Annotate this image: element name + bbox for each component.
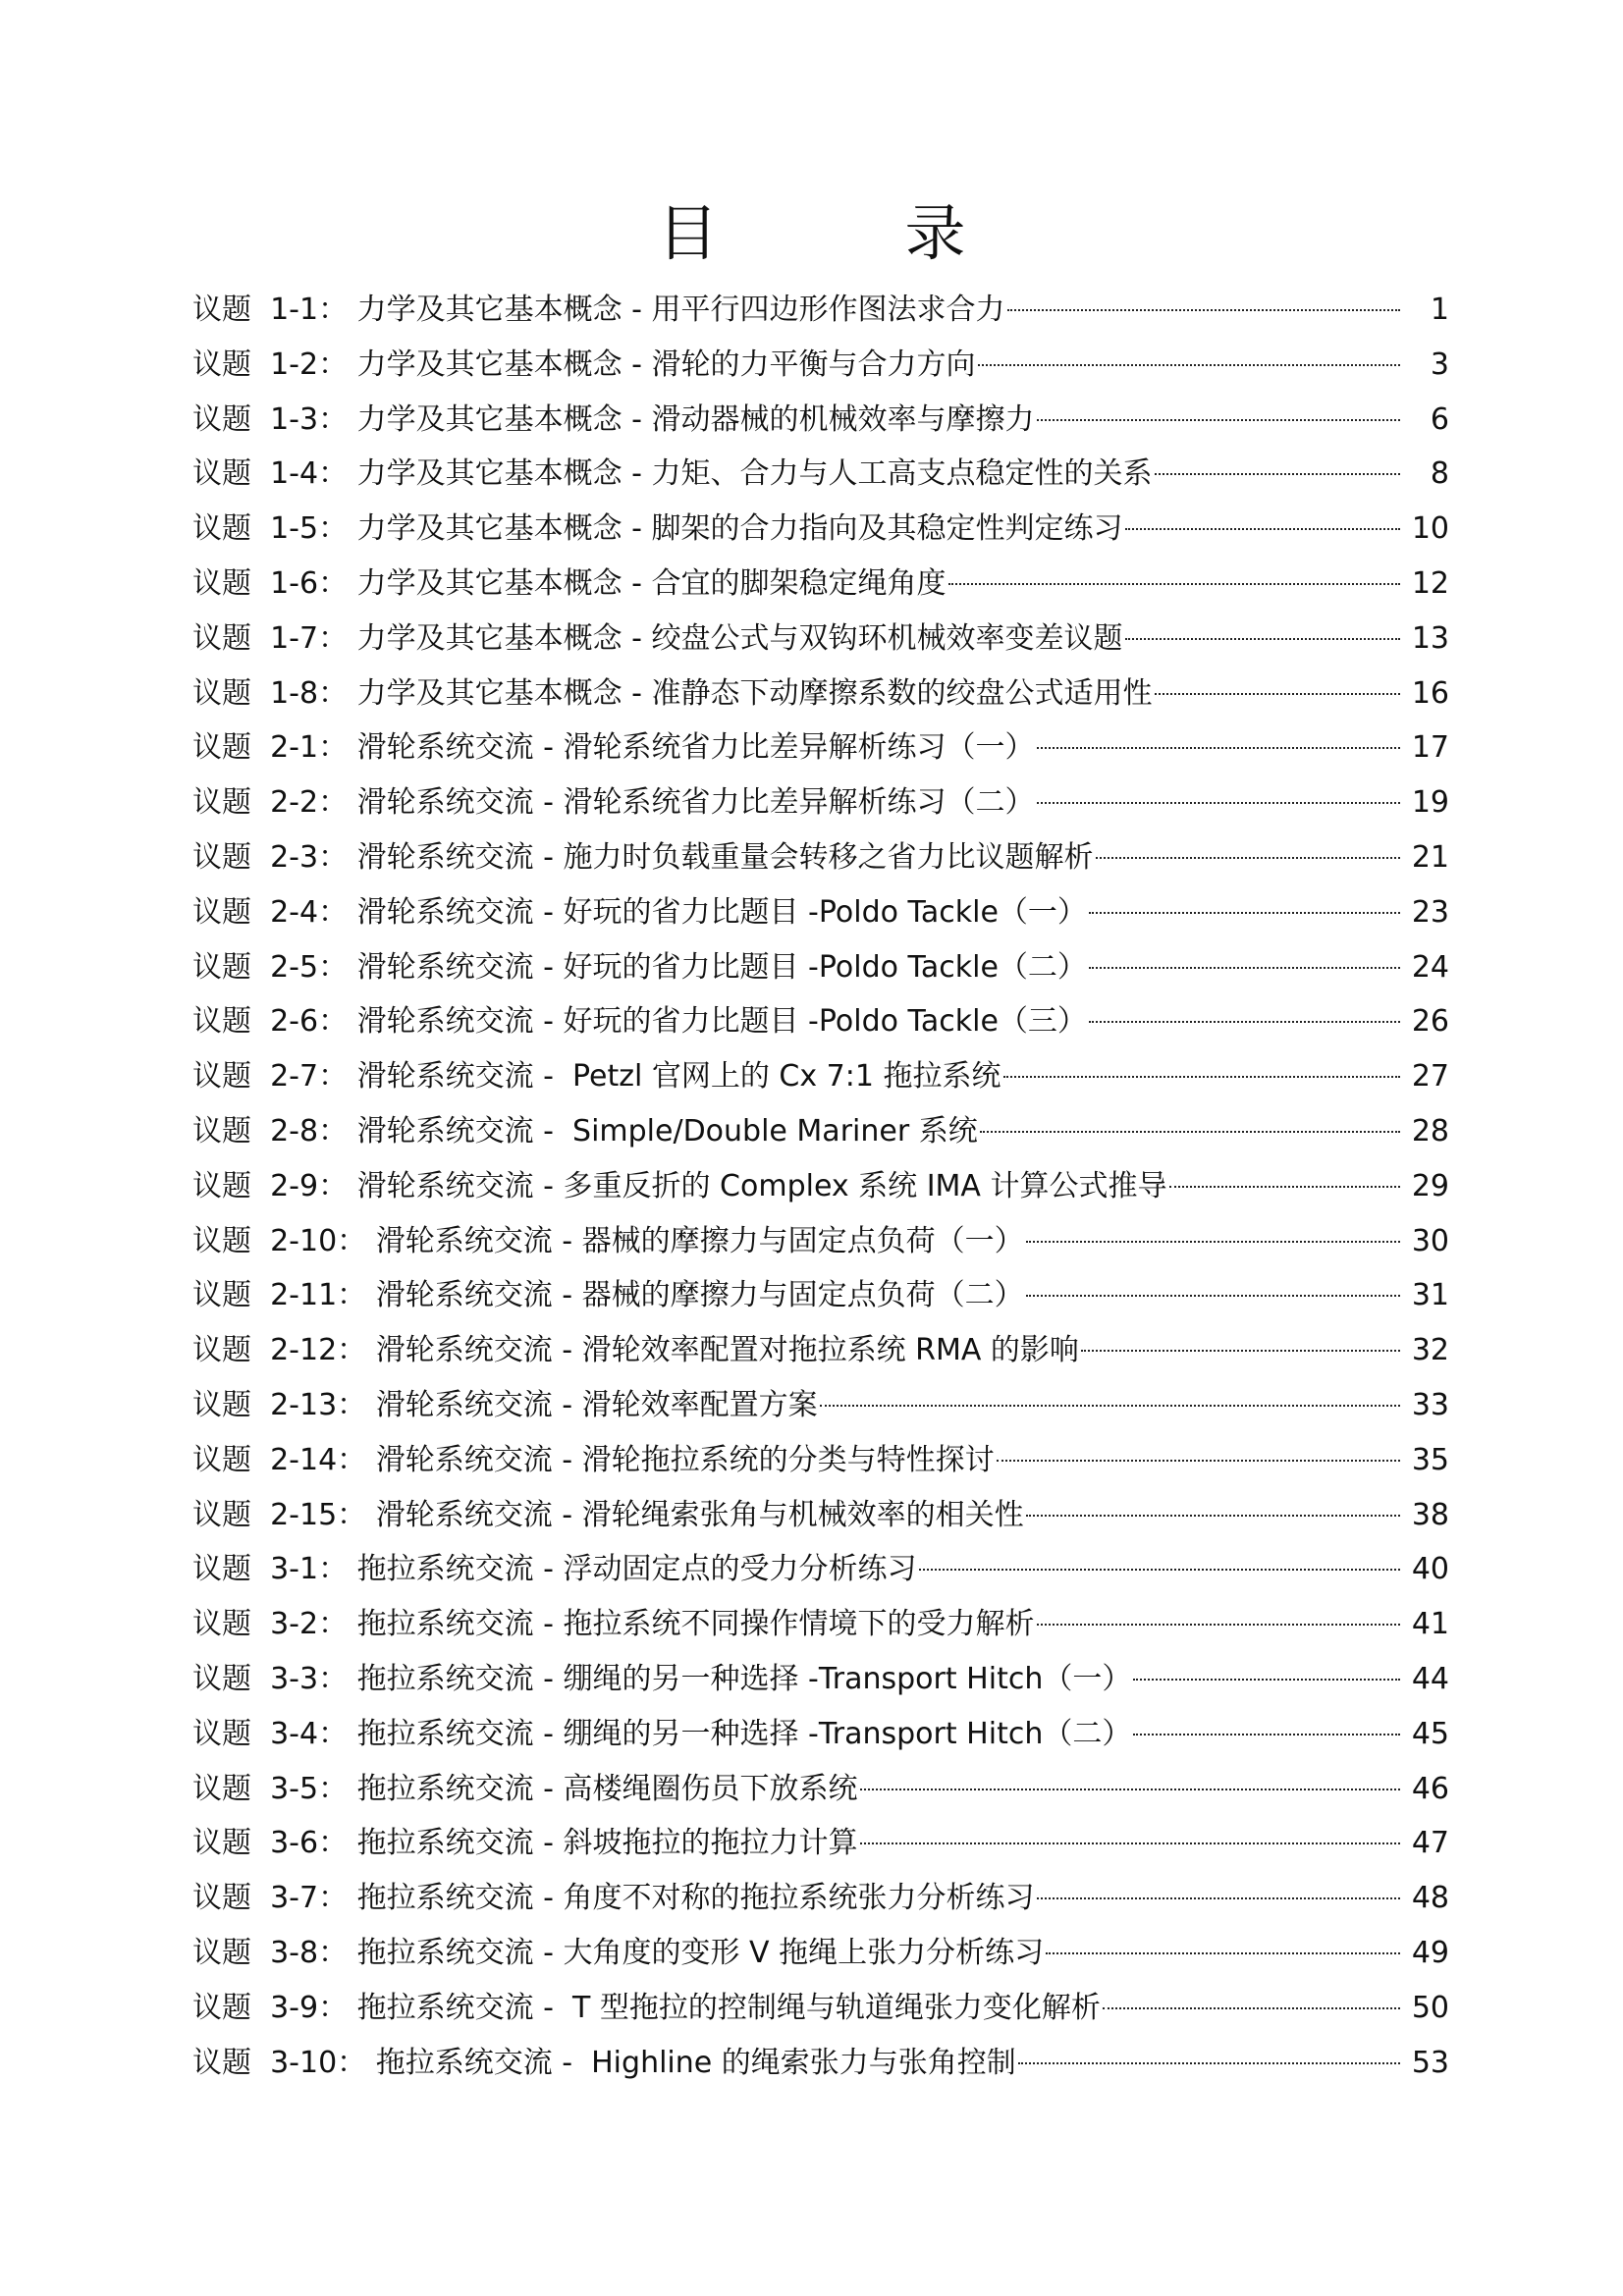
- toc-entry-label: 议题 2-5： 滑轮系统交流 - 好玩的省力比题目 -Poldo Tackle（二）: [192, 949, 1087, 985]
- toc-entry-page-number: 29: [1411, 1168, 1449, 1203]
- toc-entry[interactable]: [192, 1816, 1449, 1871]
- toc-leader-dots: [1046, 1952, 1400, 1954]
- toc-leader-dots: [978, 364, 1400, 366]
- toc-entry[interactable]: [192, 1762, 1449, 1817]
- toc-entry-page-number: 3: [1430, 347, 1449, 382]
- toc-entry-page-number: 19: [1411, 785, 1449, 821]
- toc-entry[interactable]: [192, 994, 1449, 1049]
- toc-entry[interactable]: [192, 612, 1449, 667]
- toc-entry-page-number: 53: [1411, 2045, 1449, 2080]
- toc-entry-label: 议题 1-5： 力学及其它基本概念 - 脚架的合力指向及其稳定性判定练习: [192, 511, 1123, 547]
- toc-leader-dots: [1037, 802, 1400, 804]
- toc-entry-label: 议题 2-13： 滑轮系统交流 - 滑轮效率配置方案: [192, 1387, 818, 1422]
- toc-entry-page-number: 46: [1411, 1771, 1449, 1806]
- toc-entry-page-number: 17: [1411, 730, 1449, 766]
- toc-entry-page-number: 40: [1411, 1552, 1449, 1587]
- toc-leader-dots: [1133, 1679, 1400, 1681]
- toc-leader-dots: [1026, 1295, 1400, 1297]
- toc-leader-dots: [1026, 1241, 1400, 1243]
- toc-entry-label: 议题 1-7： 力学及其它基本概念 - 绞盘公式与双钩环机械效率变差议题: [192, 620, 1123, 656]
- toc-entry[interactable]: [192, 338, 1449, 393]
- toc-entry-label: 议题 2-10： 滑轮系统交流 - 器械的摩擦力与固定点负荷（一）: [192, 1223, 1024, 1258]
- toc-entry-page-number: 28: [1411, 1113, 1449, 1148]
- toc-leader-dots: [1037, 747, 1400, 749]
- toc-entry-label: 议题 1-3： 力学及其它基本概念 - 滑动器械的机械效率与摩擦力: [192, 401, 1035, 437]
- toc-entry[interactable]: [192, 721, 1449, 775]
- toc-leader-dots: [860, 1842, 1400, 1844]
- toc-entry[interactable]: [192, 1926, 1449, 1981]
- toc-entry[interactable]: [192, 830, 1449, 885]
- table-of-contents: [192, 283, 1449, 2090]
- toc-entry-page-number: 30: [1411, 1223, 1449, 1258]
- toc-entry-page-number: 24: [1411, 949, 1449, 985]
- toc-entry[interactable]: [192, 1488, 1449, 1543]
- toc-entry-label: 议题 1-6： 力学及其它基本概念 - 合宜的脚架稳定绳角度: [192, 565, 947, 601]
- title-char-1: 目: [657, 197, 719, 269]
- toc-entry[interactable]: [192, 1104, 1449, 1159]
- toc-entry-page-number: 26: [1411, 1004, 1449, 1040]
- toc-entry[interactable]: [192, 1652, 1449, 1707]
- toc-entry[interactable]: [192, 1214, 1449, 1269]
- toc-leader-dots: [1003, 1076, 1401, 1078]
- toc-entry-label: 议题 3-5： 拖拉系统交流 - 高楼绳圈伤员下放系统: [192, 1771, 858, 1806]
- toc-entry[interactable]: [192, 1597, 1449, 1652]
- toc-entry-label: 议题 3-3： 拖拉系统交流 - 绷绳的另一种选择 -Transport Hitch（一）: [192, 1661, 1132, 1696]
- toc-leader-dots: [1096, 857, 1400, 859]
- toc-leader-dots: [1155, 693, 1400, 695]
- toc-leader-dots: [948, 583, 1400, 585]
- toc-entry[interactable]: [192, 1049, 1449, 1104]
- toc-entry-label: 议题 2-1： 滑轮系统交流 - 滑轮系统省力比差异解析练习（一）: [192, 730, 1035, 766]
- toc-leader-dots: [1155, 473, 1400, 475]
- toc-entry-label: 议题 2-11： 滑轮系统交流 - 器械的摩擦力与固定点负荷（二）: [192, 1278, 1024, 1313]
- toc-entry-page-number: 45: [1411, 1716, 1449, 1751]
- toc-entry-page-number: 13: [1411, 620, 1449, 656]
- toc-entry-label: 议题 1-2： 力学及其它基本概念 - 滑轮的力平衡与合力方向: [192, 347, 976, 382]
- toc-entry-page-number: 6: [1430, 401, 1449, 437]
- toc-entry-label: 议题 3-2： 拖拉系统交流 - 拖拉系统不同操作情境下的受力解析: [192, 1607, 1035, 1642]
- toc-leader-dots: [1037, 1897, 1400, 1899]
- toc-entry-label: 议题 1-4： 力学及其它基本概念 - 力矩、合力与人工高支点稳定性的关系: [192, 456, 1153, 492]
- toc-leader-dots: [980, 1131, 1400, 1133]
- toc-entry-label: 议题 3-7： 拖拉系统交流 - 角度不对称的拖拉系统张力分析练习: [192, 1881, 1035, 1916]
- page-title: [0, 194, 1623, 273]
- toc-entry-label: 议题 2-2： 滑轮系统交流 - 滑轮系统省力比差异解析练习（二）: [192, 785, 1035, 821]
- title-char-2: 录: [904, 197, 966, 269]
- toc-leader-dots: [1037, 419, 1400, 421]
- toc-leader-dots: [1037, 1624, 1400, 1626]
- toc-entry[interactable]: [192, 1542, 1449, 1597]
- toc-entry[interactable]: [192, 1433, 1449, 1488]
- toc-entry-label: 议题 2-8： 滑轮系统交流 - Simple/Double Mariner 系统: [192, 1113, 978, 1148]
- toc-entry-label: 议题 3-10： 拖拉系统交流 - Highline 的绳索张力与张角控制: [192, 2045, 1016, 2080]
- toc-entry-page-number: 31: [1411, 1278, 1449, 1313]
- toc-leader-dots: [860, 1789, 1400, 1790]
- toc-entry[interactable]: [192, 447, 1449, 502]
- toc-entry[interactable]: [192, 1378, 1449, 1433]
- toc-leader-dots: [1081, 1350, 1400, 1352]
- toc-leader-dots: [1089, 1021, 1400, 1023]
- toc-entry-label: 议题 2-4： 滑轮系统交流 - 好玩的省力比题目 -Poldo Tackle（一）: [192, 894, 1087, 930]
- toc-entry[interactable]: [192, 557, 1449, 612]
- toc-entry[interactable]: [192, 1323, 1449, 1378]
- toc-leader-dots: [1125, 528, 1400, 530]
- toc-leader-dots: [1125, 638, 1400, 640]
- toc-entry-page-number: 47: [1411, 1826, 1449, 1861]
- toc-entry[interactable]: [192, 1159, 1449, 1214]
- toc-entry-page-number: 49: [1411, 1935, 1449, 1970]
- toc-entry[interactable]: [192, 2036, 1449, 2091]
- toc-entry-label: 议题 3-4： 拖拉系统交流 - 绷绳的另一种选择 -Transport Hitch（二）: [192, 1716, 1132, 1751]
- toc-entry-page-number: 41: [1411, 1607, 1449, 1642]
- toc-entry-label: 议题 1-8： 力学及其它基本概念 - 准静态下动摩擦系数的绞盘公式适用性: [192, 675, 1153, 711]
- toc-entry-page-number: 33: [1411, 1387, 1449, 1422]
- toc-entry[interactable]: [192, 940, 1449, 995]
- toc-entry-page-number: 50: [1411, 1990, 1449, 2025]
- toc-entry[interactable]: [192, 775, 1449, 830]
- toc-entry[interactable]: [192, 885, 1449, 940]
- toc-entry-label: 议题 2-12： 滑轮系统交流 - 滑轮效率配置对拖拉系统 RMA 的影响: [192, 1333, 1079, 1368]
- toc-entry-page-number: 48: [1411, 1881, 1449, 1916]
- toc-entry-page-number: 1: [1430, 293, 1449, 327]
- toc-leader-dots: [919, 1569, 1400, 1571]
- toc-entry-page-number: 38: [1411, 1497, 1449, 1532]
- toc-leader-dots: [1169, 1186, 1401, 1188]
- toc-entry-page-number: 23: [1411, 894, 1449, 930]
- toc-entry[interactable]: [192, 1707, 1449, 1762]
- toc-entry-label: 议题 2-14： 滑轮系统交流 - 滑轮拖拉系统的分类与特性探讨: [192, 1442, 995, 1477]
- toc-entry-page-number: 27: [1411, 1059, 1449, 1095]
- toc-entry[interactable]: [192, 667, 1449, 721]
- toc-leader-dots: [1103, 2007, 1400, 2009]
- toc-leader-dots: [1133, 1734, 1400, 1735]
- toc-entry-label: 议题 2-3： 滑轮系统交流 - 施力时负载重量会转移之省力比议题解析: [192, 839, 1094, 875]
- toc-leader-dots: [1089, 967, 1400, 969]
- toc-leader-dots: [997, 1460, 1400, 1462]
- toc-entry-label: 议题 2-6： 滑轮系统交流 - 好玩的省力比题目 -Poldo Tackle（三）: [192, 1004, 1087, 1040]
- toc-entry-label: 议题 1-1： 力学及其它基本概念 - 用平行四边形作图法求合力: [192, 293, 1005, 327]
- toc-entry[interactable]: [192, 502, 1449, 557]
- toc-entry-label: 议题 3-8： 拖拉系统交流 - 大角度的变形 V 拖绳上张力分析练习: [192, 1935, 1045, 1970]
- toc-leader-dots: [1089, 912, 1400, 914]
- toc-entry-page-number: 12: [1411, 565, 1449, 601]
- toc-entry-page-number: 16: [1411, 675, 1449, 711]
- toc-leader-dots: [820, 1405, 1400, 1407]
- toc-entry-label: 议题 2-7： 滑轮系统交流 - Petzl 官网上的 Cx 7:1 拖拉系统: [192, 1059, 1001, 1095]
- toc-entry-page-number: 44: [1411, 1661, 1449, 1696]
- toc-entry-page-number: 21: [1411, 839, 1449, 875]
- toc-entry[interactable]: [192, 1981, 1449, 2036]
- toc-entry-page-number: 35: [1411, 1442, 1449, 1477]
- toc-leader-dots: [1026, 1515, 1400, 1517]
- toc-entry[interactable]: [192, 393, 1449, 448]
- toc-entry-label: 议题 2-9： 滑轮系统交流 - 多重反折的 Complex 系统 IMA 计算公式推导: [192, 1168, 1167, 1203]
- toc-entry-label: 议题 3-9： 拖拉系统交流 - T 型拖拉的控制绳与轨道绳张力变化解析: [192, 1990, 1101, 2025]
- toc-leader-dots: [1018, 2062, 1400, 2064]
- toc-entry-label: 议题 2-15： 滑轮系统交流 - 滑轮绳索张角与机械效率的相关性: [192, 1497, 1024, 1532]
- toc-entry-label: 议题 3-1： 拖拉系统交流 - 浮动固定点的受力分析练习: [192, 1552, 917, 1587]
- toc-entry[interactable]: [192, 1268, 1449, 1323]
- toc-entry[interactable]: [192, 1871, 1449, 1926]
- toc-entry-page-number: 8: [1430, 456, 1449, 492]
- toc-entry-label: 议题 3-6： 拖拉系统交流 - 斜坡拖拉的拖拉力计算: [192, 1826, 858, 1861]
- toc-entry-page-number: 10: [1411, 511, 1449, 547]
- toc-leader-dots: [1007, 309, 1400, 311]
- toc-entry-page-number: 32: [1411, 1333, 1449, 1368]
- toc-entry[interactable]: [192, 283, 1449, 338]
